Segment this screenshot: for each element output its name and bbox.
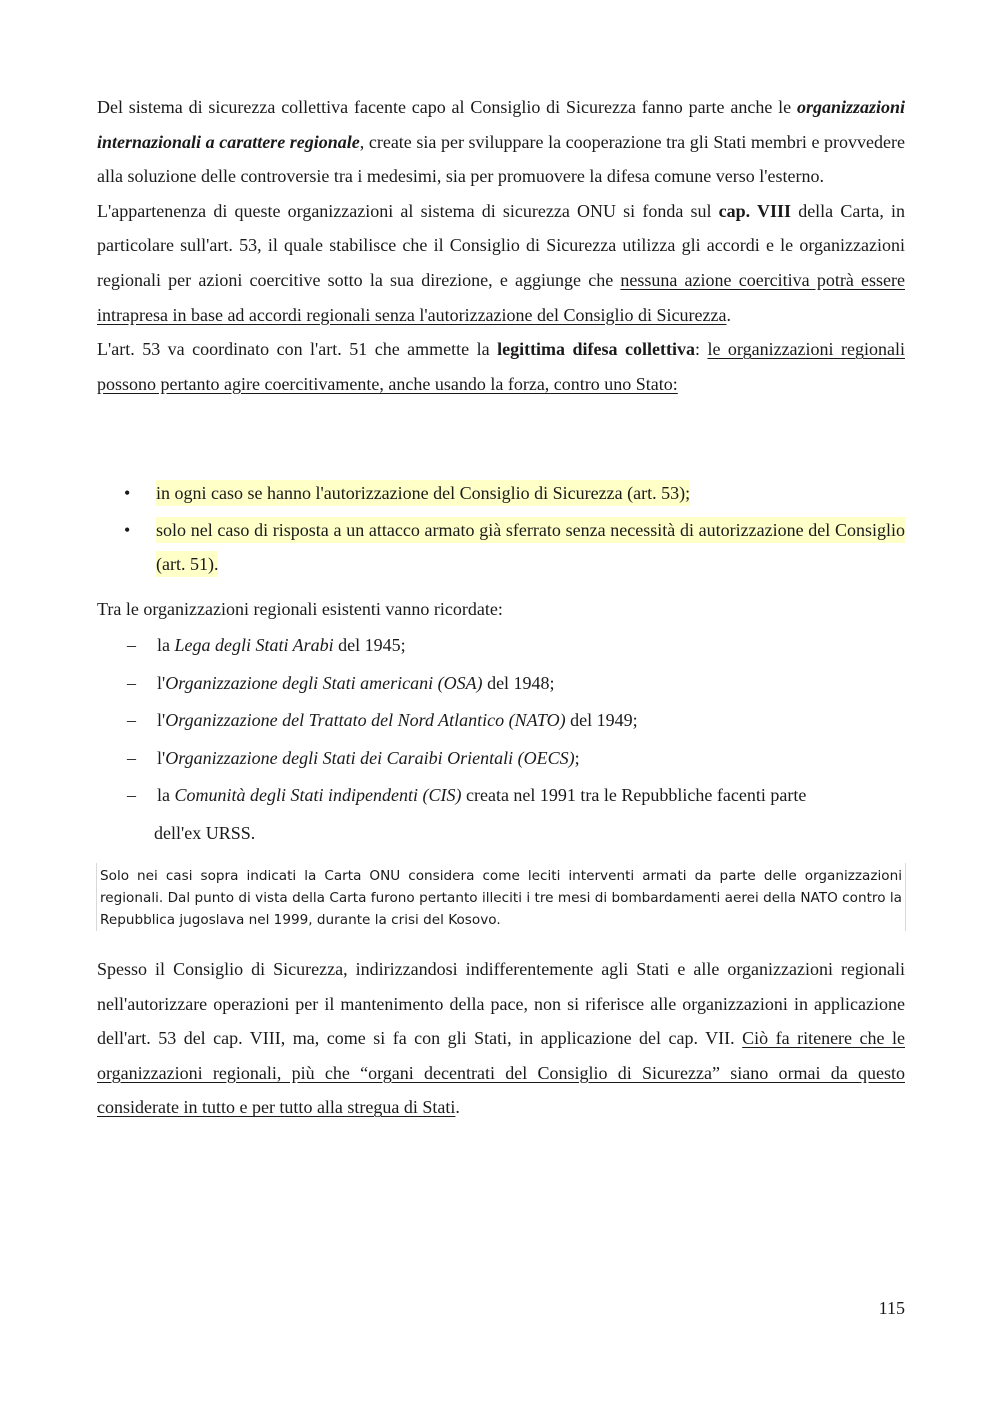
list-intro: Tra le organizzazioni regionali esistenti vanno ricordate: — [97, 599, 503, 619]
dash-icon: – — [127, 710, 136, 730]
text-run: del 1949; — [565, 710, 638, 730]
organizations-list — [97, 627, 905, 852]
dash-icon: – — [127, 785, 136, 805]
list-item — [97, 702, 905, 740]
bullet-list — [97, 476, 905, 584]
text-run: Spesso il Consiglio di Sicurezza, indirizzandosi indifferentemente agli Stati e alle organizzazioni regionali nell'autorizzare operazioni per il mantenimento della pace, non si riferisce alle organizzazioni in applicazione dell'art. 53 del cap. VIII, ma, come si fa con gli Stati, in applicazione del cap. VII. — [97, 959, 905, 1049]
list-item — [97, 627, 905, 665]
page-number: 115 — [878, 1298, 905, 1318]
text-run: , create sia per sviluppare la cooperazione tra gli Stati membri e provvedere alla soluzione delle controversie tra i medesimi, sia per promuovere la difesa comune verso l'esterno. — [97, 131, 906, 187]
text-run: della Carta, in particolare sull'art. 53, il quale stabilisce che il Consiglio di Sicurezza utilizza gli accordi e le organizzazioni regionali per azioni coercitive sotto la sua direzione, e aggiunge che — [97, 200, 905, 290]
text-run: del 1948; — [482, 672, 555, 693]
text-run: l' — [157, 672, 166, 693]
dash-icon: – — [127, 747, 136, 768]
text-run: dell'ex URSS. — [154, 822, 256, 843]
highlighted-text: in ogni caso se hanno l'autorizzazione del Consiglio di Sicurezza (art. 53); — [156, 480, 690, 506]
bullet-icon: • — [124, 519, 131, 540]
highlighted-text: solo nel caso di risposta a un attacco armato già sferrato senza necessità di autorizzazione del Consiglio (art. 51). — [156, 517, 905, 578]
bold-term: cap. VIII — [718, 200, 792, 221]
text-run: l' — [157, 747, 166, 768]
underlined-text: Ciò fa ritenere che le organizzazioni regionali, più che “organi decentrati del Consiglio di Sicurezza” siano ormai da questo considerate in tutto e per tutto alla stregua di Stati — [97, 1028, 905, 1118]
text-run: L'appartenenza di queste organizzazioni al sistema di sicurezza ONU si fonda sul — [97, 200, 719, 221]
organization-name: Comunità degli Stati indipendenti (CIS) — [174, 785, 462, 805]
text-run: : — [694, 339, 708, 360]
text-run: la — [157, 785, 175, 805]
text-run: l' — [157, 710, 166, 730]
dash-icon: – — [127, 635, 136, 655]
text-run: Del sistema di sicurezza collettiva facente capo al Consiglio di Sicurezza fanno parte anche le — [97, 97, 797, 117]
text-run: L'art. 53 va coordinato con l'art. 51 che ammette la — [97, 339, 498, 360]
bold-term: legittima difesa collettiva — [497, 339, 695, 360]
list-item — [97, 740, 905, 778]
paragraph-regional-organizations — [97, 90, 905, 401]
organization-name: Organizzazione degli Stati dei Caraibi Orientali (OECS) — [165, 747, 575, 768]
text-run: del 1945; — [333, 635, 406, 655]
dash-icon: – — [127, 672, 136, 693]
text-run: . — [726, 304, 731, 325]
organization-name: Organizzazione del Trattato del Nord Atlantico (NATO) — [165, 710, 566, 730]
paragraph-security-council — [97, 952, 905, 1125]
underlined-text: nessuna azione coercitiva potrà essere intrapresa in base ad accordi regionali senza l'autorizzazione del Consiglio di Sicurezza — [97, 269, 905, 325]
list-item — [97, 665, 905, 703]
note-box: Solo nei casi sopra indicati la Carta ONU considera come leciti interventi armati da parte delle organizzazioni regionali. Dal punto di vista della Carta furono pertanto illeciti i tre mesi di bombardamenti aerei della NATO contro la Repubblica jugoslava nel 1999, durante la crisi del Kosovo. — [96, 863, 906, 931]
text-run: . — [455, 1097, 460, 1118]
underlined-text: le organizzazioni regionali possono pertanto agire coercitivamente, anche usando la forza, contro uno Stato: — [97, 339, 905, 394]
list-item — [97, 513, 905, 582]
list-item — [97, 777, 905, 852]
text-run: ; — [574, 747, 580, 768]
emphasis-term: organizzazioni internazionali a carattere regionale — [97, 97, 905, 152]
bullet-icon: • — [124, 483, 131, 503]
text-run: creata nel 1991 tra le Repubbliche facenti parte — [461, 785, 807, 805]
organization-name: Organizzazione degli Stati americani (OSA) — [165, 672, 483, 693]
text-run: la — [157, 635, 175, 655]
list-item — [97, 476, 905, 511]
organization-name: Lega degli Stati Arabi — [174, 635, 334, 655]
